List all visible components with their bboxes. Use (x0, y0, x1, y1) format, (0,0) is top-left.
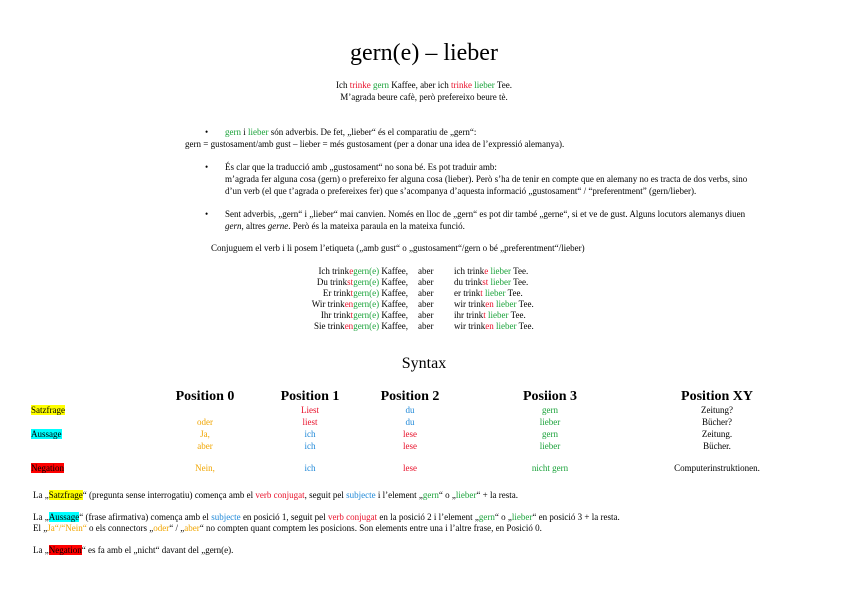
oder-p0: oder (197, 417, 213, 427)
bullet-2-line-2: m’agrada fer alguna cosa (gern) o prefereixo fer alguna cosa (lieber). Però s’ha de tenir en compte que en alemany no es tracta de dos verbs, sino (225, 174, 748, 184)
page-title: gern(e) – lieber (350, 40, 498, 66)
intro-sentence-translation: M’agrada beure cafè, però prefereixo beure tè. (340, 92, 508, 102)
negation-label: Negation (31, 463, 64, 473)
negation-xy: Computerinstruktionen. (674, 463, 760, 473)
satzfrage-xy: Zeitung? (701, 405, 733, 415)
conj-right: ihr trinkt lieber Tee. (454, 310, 526, 320)
conj-aber: aber (418, 266, 434, 276)
conj-aber: aber (418, 299, 434, 309)
note-satzfrage: La „Satzfrage“ (pregunta sense interrogatiu) comença amb el verb conjugat, seguit pel subjecte i l’element „gern“ o „lieber“ + la resta. (33, 490, 518, 500)
bullet-2-line-3: d’un verb (el que t’agrada o prefereixes fer) que s’acompanya d’aquesta informació „gustosament“ / “preferentment” (gern/lieber). (225, 186, 697, 196)
oder-p3: lieber (539, 417, 561, 427)
position-xy-header: Position XY (681, 389, 753, 404)
note-aussage: La „Aussage“ (frase afirmativa) comença amb el subjecte en posició 1, seguit pel verb conjugat en la posició 2 i l’element „gern“ o „lieber“ en posició 3 + la resta. (33, 512, 620, 522)
negation-p1: ich (304, 463, 316, 473)
bullet-dot-icon: • (205, 127, 209, 137)
aussage-label: Aussage (31, 429, 62, 439)
conj-right: wir trinken lieber Tee. (454, 321, 534, 331)
negation-p2: lese (403, 463, 417, 473)
conj-left: Du trinkstgern(e) Kaffee, (316, 277, 408, 287)
negation-p0: Nein, (195, 463, 215, 473)
conj-right: ich trinke lieber Tee. (454, 266, 529, 276)
intro-sentence-german: Ich trinke gern Kaffee, aber ich trinke lieber Tee. (336, 80, 512, 90)
bullet-1-line-1: gern i lieber són adverbis. De fet, „lieber“ és el comparatiu de „gern“: (225, 127, 477, 137)
bullet-3-line-2: gern, altres gerne. Però és la mateixa paraula en la mateixa funció. (225, 221, 465, 231)
note-connectors: El „Ja“/“Nein“ o els connectors „oder“ / „aber“ no compten quant comptem les posicions. Son elements entre una i l’altre frase, en Posició 0. (33, 523, 542, 533)
bullet-1-line-2: gern = gustosament/amb gust – lieber = més gustosament (per a donar una idea de l’expressió alemanya). (185, 139, 565, 149)
position-0-header: Position 0 (175, 389, 235, 404)
oder-xy: Bücher? (702, 417, 732, 427)
satzfrage-label: Satzfrage (31, 405, 65, 415)
conj-left: Ich trinkegern(e) Kaffee, (318, 266, 408, 276)
satzfrage-p3: gern (542, 405, 558, 415)
conj-aber: aber (418, 288, 434, 298)
bullet-3-line-1: Sent adverbis, „gern“ i „lieber“ mai canvien. Només en lloc de „gern“ es pot dir també „gerne“, si et ve de gust. Alguns locutors alemanys diuen (225, 209, 746, 219)
oder-p2: du (405, 417, 415, 427)
bullet-2-line-1: És clar que la traducció amb „gustosament“ no sona bé. Es pot traduir amb: (225, 162, 497, 172)
conj-left: Ihr trinktgern(e) Kaffee, (320, 310, 408, 320)
position-2-header: Position 2 (380, 389, 440, 404)
satzfrage-p1: Liest (301, 405, 319, 415)
aber-xy: Bücher. (703, 441, 731, 451)
conj-left: Sie trinkengern(e) Kaffee, (313, 321, 408, 331)
conj-left: Wir trinkengern(e) Kaffee, (311, 299, 408, 309)
note-negation: La „Negation“ es fa amb el „nicht“ davant del „gern(e). (33, 545, 234, 555)
syntax-title: Syntax (401, 355, 447, 372)
aussage-xy: Zeitung. (701, 429, 733, 439)
negation-p3: nicht gern (531, 463, 569, 473)
conj-right: er trinkt lieber Tee. (454, 288, 523, 298)
position-1-header: Position 1 (280, 389, 340, 404)
aussage-p1: ich (304, 429, 316, 439)
conj-aber: aber (418, 277, 434, 287)
aber-p2: lese (403, 441, 417, 451)
position-3-header: Posiion 3 (522, 389, 578, 404)
conj-right: du trinkst lieber Tee. (454, 277, 529, 287)
conj-right: wir trinken lieber Tee. (454, 299, 534, 309)
bullet-dot-icon: • (205, 162, 209, 172)
aussage-p2: lese (403, 429, 417, 439)
conj-aber: aber (418, 310, 434, 320)
conj-left: Er trinktgern(e) Kaffee, (322, 288, 408, 298)
aber-p3: lieber (539, 441, 561, 451)
conj-aber: aber (418, 321, 434, 331)
bullet-dot-icon: • (205, 209, 209, 219)
conjugate-intro: Conjuguem el verb i li posem l’etiqueta („amb gust“ o „gustosament“/gern o bé „preferentment“/lieber) (211, 243, 585, 253)
aussage-p3: gern (542, 429, 558, 439)
oder-p1: liest (302, 417, 318, 427)
aber-p1: ich (304, 441, 316, 451)
satzfrage-p2: du (405, 405, 415, 415)
aber-p0: aber (197, 441, 213, 451)
aussage-p0: Ja, (200, 429, 210, 439)
